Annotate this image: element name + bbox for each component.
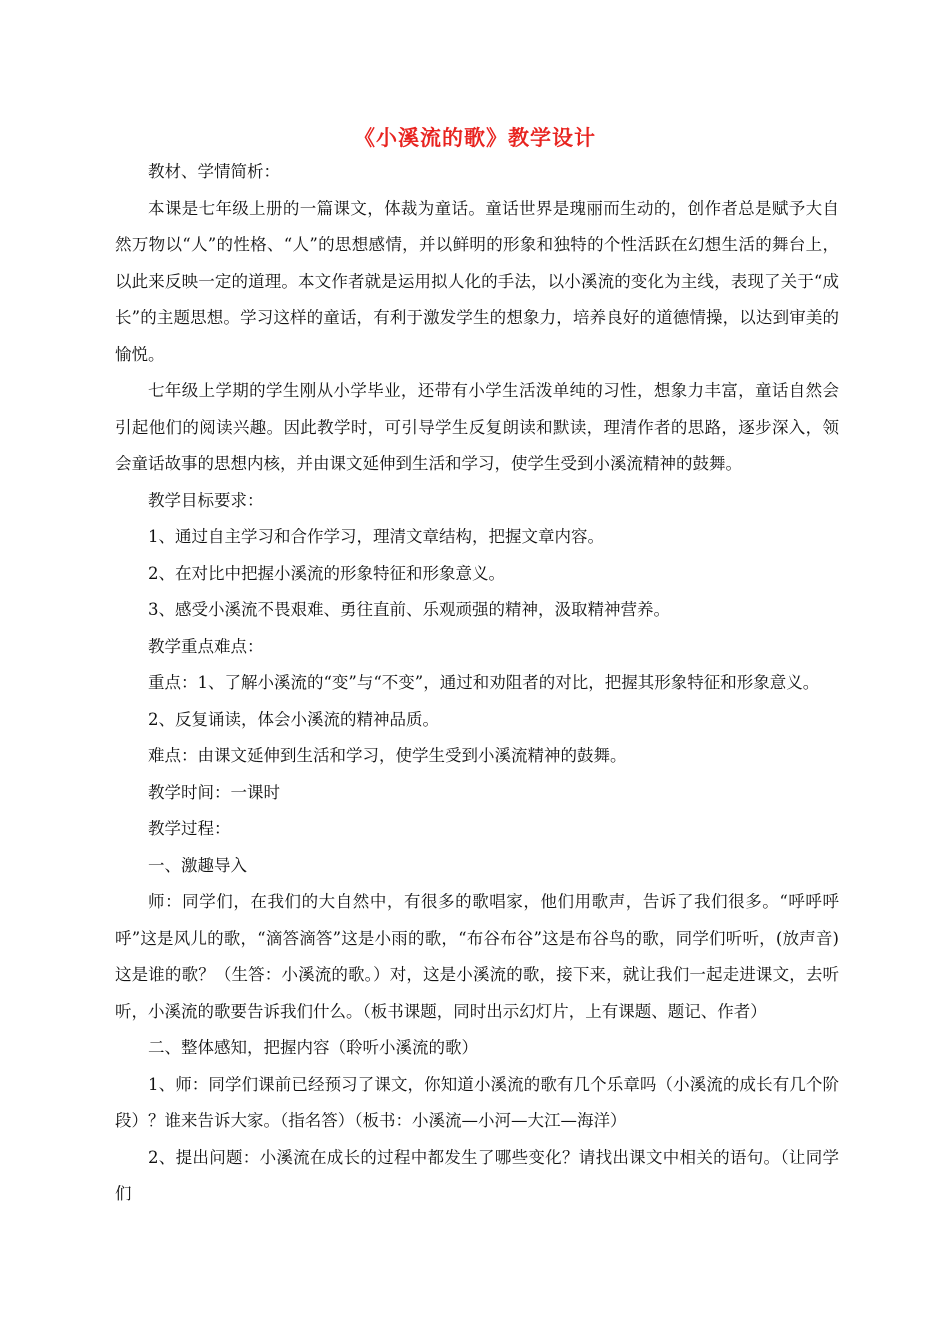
list-item: 1、通过自主学习和合作学习，理清文章结构，把握文章内容。 (148, 527, 604, 546)
body-paragraph: 1、师：同学们课前已经预习了课文，你知道小溪流的歌有几个乐章吗（小溪流的成长有几个阶段）？谁来告诉大家。（指名答）（板书：小溪流—小河—大江—海洋） (115, 1074, 839, 1130)
body-paragraph: 重点：1、了解小溪流的“变”与“不变”，通过和劝阻者的对比，把握其形象特征和形象意义。 (148, 673, 820, 692)
body-paragraph: 本课是七年级上册的一篇课文，体裁为童话。童话世界是瑰丽而生动的，创作者总是赋予大自然万物以“人”的性格、“人”的思想感情，并以鲜明的形象和独特的个性活跃在幻想生活的舞台上，以此来反映一定的道理。本文作者就是运用拟人化的手法，以小溪流的变化为主线，表现了关于“成长”的主题思想。学习这样的童话，有利于激发学生的想象力，培养良好的道德情操，以达到审美的愉悦。 (115, 198, 839, 364)
body-paragraph: 2、提出问题：小溪流在成长的过程中都发生了哪些变化？请找出课文中相关的语句。（让同学们 (115, 1147, 839, 1203)
section-heading: 教学重点难点： (148, 636, 264, 656)
document-title: 《小溪流的歌》教学设计 (354, 126, 596, 150)
document-body (115, 154, 839, 1213)
section-heading: 教学过程： (148, 819, 231, 838)
section-heading: 二、整体感知，把握内容（聆听小溪流的歌） (148, 1038, 478, 1057)
body-paragraph: 七年级上学期的学生刚从小学毕业，还带有小学生活泼单纯的习性，想象力丰富，童话自然会引起他们的阅读兴趣。因此教学时，可引导学生反复朗读和默读，理清作者的思路，逐步深入，领会童话故事的思想内核，并由课文延伸到生活和学习，使学生受到小溪流精神的鼓舞。 (115, 381, 839, 473)
list-item: 2、反复诵读，体会小溪流的精神品质。 (148, 709, 439, 729)
section-heading: 一、激趣导入 (148, 855, 247, 875)
section-heading: 教材、学情简析： (148, 162, 280, 181)
list-item: 3、感受小溪流不畏艰难、勇往直前、乐观顽强的精神，汲取精神营养。 (148, 600, 670, 619)
list-item: 2、在对比中把握小溪流的形象特征和形象意义。 (148, 563, 505, 583)
body-paragraph: 师：同学们，在我们的大自然中，有很多的歌唱家，他们用歌声，告诉了我们很多。“呼呼呼呼”这是风儿的歌，“滴答滴答”这是小雨的歌，“布谷布谷”这是布谷鸟的歌，同学们听听，(放声音)这是谁的歌？（生答：小溪流的歌。）对，这是小溪流的歌，接下来，就让我们一起走进课文，去听听，小溪流的歌要告诉我们什么。（板书课题，同时出示幻灯片，上有课题、题记、作者） (115, 892, 839, 1021)
body-paragraph: 难点：由课文延伸到生活和学习，使学生受到小溪流精神的鼓舞。 (148, 746, 627, 765)
section-heading: 教学目标要求： (148, 490, 264, 510)
body-paragraph: 教学时间：一课时 (148, 782, 280, 802)
